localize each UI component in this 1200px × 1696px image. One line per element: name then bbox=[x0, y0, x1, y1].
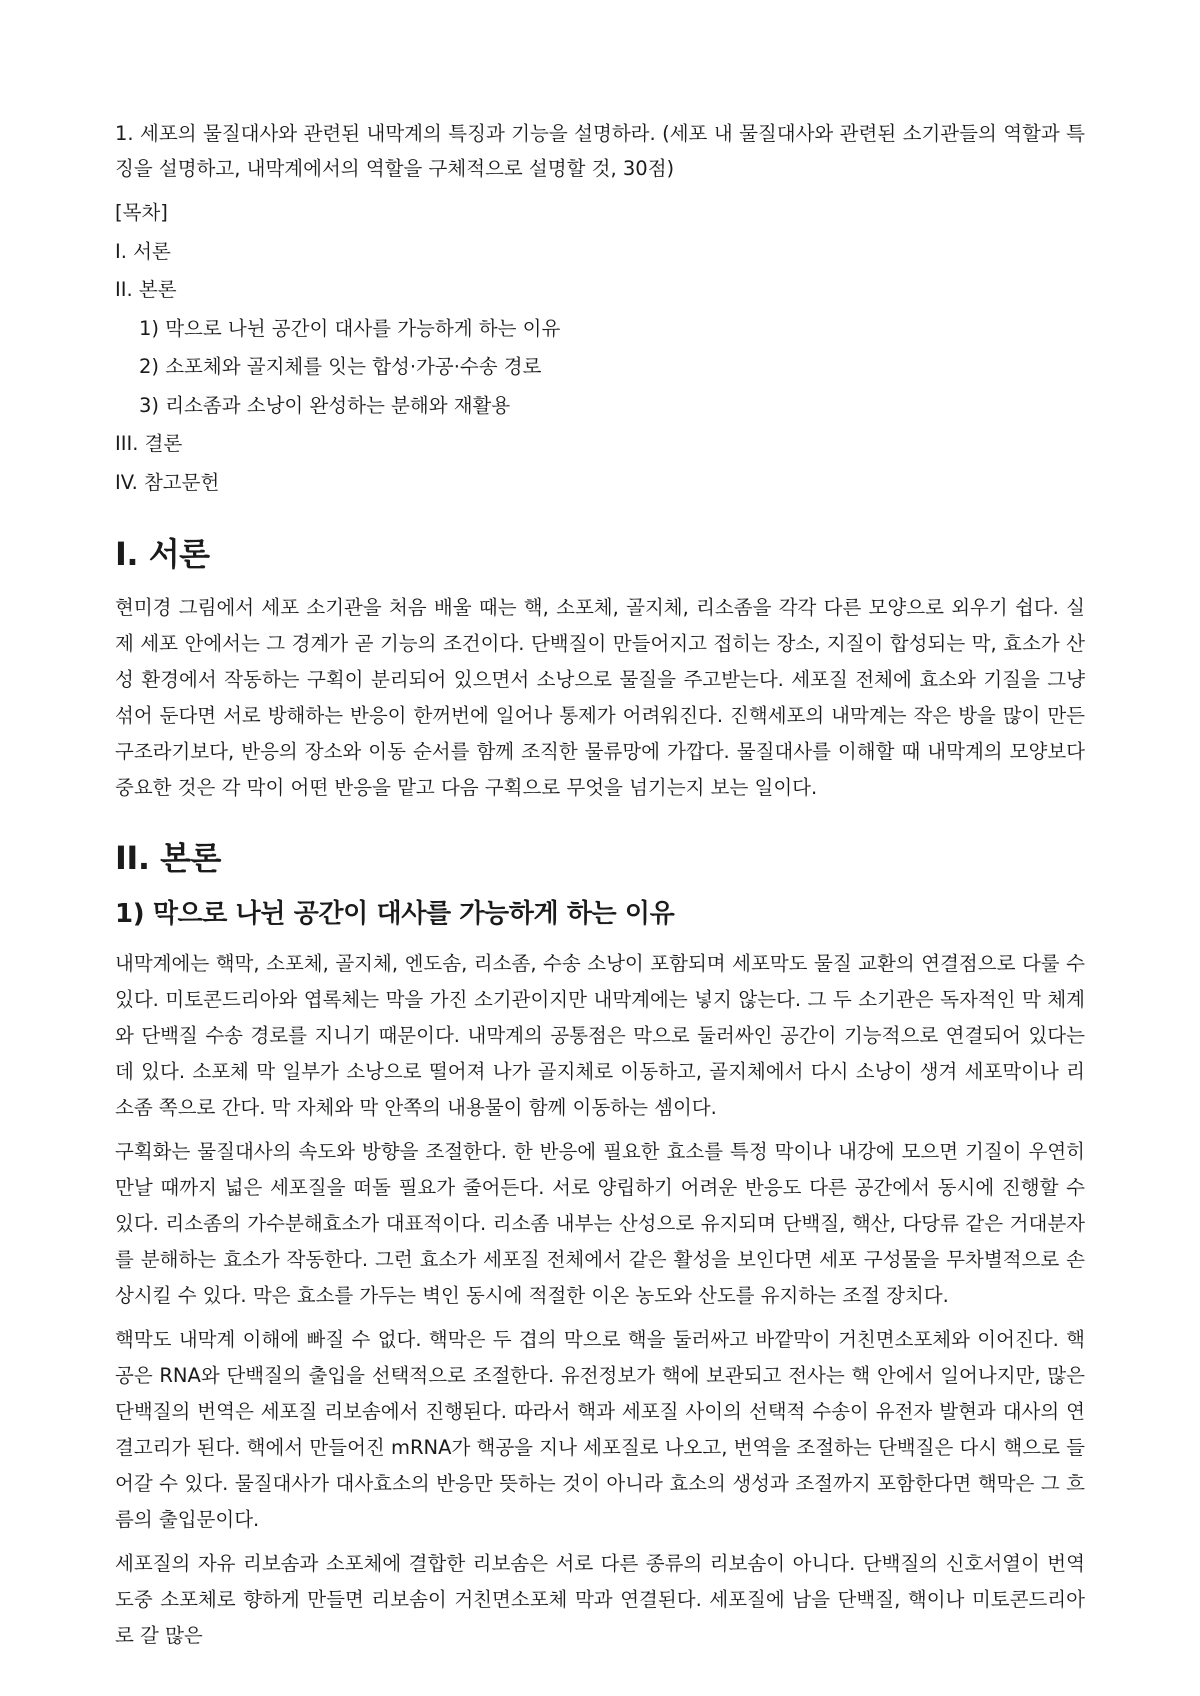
body-paragraph: 내막계에는 핵막, 소포체, 골지체, 엔도솜, 리소좀, 수송 소낭이 포함되며 세포막도 물질 교환의 연결점으로 다룰 수 있다. 미토콘드리아와 엽록체는 막을 가진 소기관이지만 내막계에는 넣지 않는다. 그 두 소기관은 독자적인 막 체계와 단백질 수송 경로를 지니기 때문이다. 내막계의 공통점은 막으로 둘러싸인 공간이 기능적으로 연결되어 있다는 데 있다. 소포체 막 일부가 소낭으로 떨어져 나가 골지체로 이동하고, 골지체에서 다시 소낭이 생겨 세포막이나 리소좀 쪽으로 간다. 막 자체와 막 안쪽의 내용물이 함께 이동하는 셈이다. bbox=[115, 952, 1085, 1119]
question-prompt: 1. 세포의 물질대사와 관련된 내막계의 특징과 기능을 설명하라. (세포 내 물질대사와 관련된 소기관들의 역할과 특징을 설명하고, 내막계에서의 역할을 구체적으로 설명할 것, 30점) bbox=[115, 122, 1085, 180]
toc-item-conclusion: III. 결론 bbox=[115, 432, 183, 455]
toc-subitem-2: 2) 소포체와 골지체를 잇는 합성·가공·수송 경로 bbox=[139, 355, 542, 378]
toc-subitem-3: 3) 리소좀과 소낭이 완성하는 분해와 재활용 bbox=[139, 393, 511, 417]
document-page bbox=[115, 116, 1085, 1662]
toc-item-intro: I. 서론 bbox=[115, 239, 171, 263]
subsection-1-heading: 1) 막으로 나뉜 공간이 대사를 가능하게 하는 이유 bbox=[115, 899, 675, 929]
intro-paragraph: 현미경 그림에서 세포 소기관을 처음 배울 때는 핵, 소포체, 골지체, 리소좀을 각각 다른 모양으로 외우기 쉽다. 실제 세포 안에서는 그 경계가 곧 기능의 조건이다. 단백질이 만들어지고 접히는 장소, 지질이 합성되는 막, 효소가 산성 환경에서 작동하는 구획이 분리되어 있으면서 소낭으로 물질을 주고받는다. 세포질 전체에 효소와 기질을 그냥 섞어 둔다면 서로 방해하는 반응이 한꺼번에 일어나 통제가 어려워진다. 진핵세포의 내막계는 작은 방을 많이 만든 구조라기보다, 반응의 장소와 이동 순서를 함께 조직한 물류망에 가깝다. 물질대사를 이해할 때 내막계의 모양보다 중요한 것은 각 막이 어떤 반응을 맡고 다음 구획으로 무엇을 넘기는지 보는 일이다. bbox=[115, 596, 1085, 799]
table-of-contents bbox=[115, 194, 1085, 502]
toc-subitem-1: 1) 막으로 나뉜 공간이 대사를 가능하게 하는 이유 bbox=[139, 316, 561, 340]
toc-title: [목차] bbox=[115, 201, 168, 224]
body-heading: II. 본론 bbox=[115, 839, 221, 877]
toc-item-body: II. 본론 bbox=[115, 278, 177, 301]
body-paragraph: 핵막도 내막계 이해에 빠질 수 없다. 핵막은 두 겹의 막으로 핵을 둘러싸고 바깥막이 거친면소포체와 이어진다. 핵공은 RNA와 단백질의 출입을 선택적으로 조절한다. 유전정보가 핵에 보관되고 전사는 핵 안에서 일어나지만, 많은 단백질의 번역은 세포질 리보솜에서 진행된다. 따라서 핵과 세포질 사이의 선택적 수송이 유전자 발현과 대사의 연결고리가 된다. 핵에서 만들어진 mRNA가 핵공을 지나 세포질로 나오고, 번역을 조절하는 단백질은 다시 핵으로 들어갈 수 있다. 물질대사가 대사효소의 반응만 뜻하는 것이 아니라 효소의 생성과 조절까지 포함한다면 핵막은 그 흐름의 출입문이다. bbox=[115, 1328, 1085, 1531]
toc-item-references: IV. 참고문헌 bbox=[115, 470, 220, 494]
intro-heading: I. 서론 bbox=[115, 535, 210, 573]
body-paragraph: 구획화는 물질대사의 속도와 방향을 조절한다. 한 반응에 필요한 효소를 특정 막이나 내강에 모으면 기질이 우연히 만날 때까지 넓은 세포질을 떠돌 필요가 줄어든다. 서로 양립하기 어려운 반응도 다른 공간에서 동시에 진행할 수 있다. 리소좀의 가수분해효소가 대표적이다. 리소좀 내부는 산성으로 유지되며 단백질, 핵산, 다당류 같은 거대분자를 분해하는 효소가 작동한다. 그런 효소가 세포질 전체에서 같은 활성을 보인다면 세포 구성물을 무차별적으로 손상시킬 수 있다. 막은 효소를 가두는 벽인 동시에 적절한 이온 농도와 산도를 유지하는 조절 장치다. bbox=[115, 1140, 1085, 1307]
body-paragraph: 세포질의 자유 리보솜과 소포체에 결합한 리보솜은 서로 다른 종류의 리보솜이 아니다. 단백질의 신호서열이 번역 도중 소포체로 향하게 만들면 리보솜이 거친면소포체 막과 연결된다. 세포질에 남을 단백질, 핵이나 미토콘드리아로 갈 많은 bbox=[115, 1552, 1085, 1647]
